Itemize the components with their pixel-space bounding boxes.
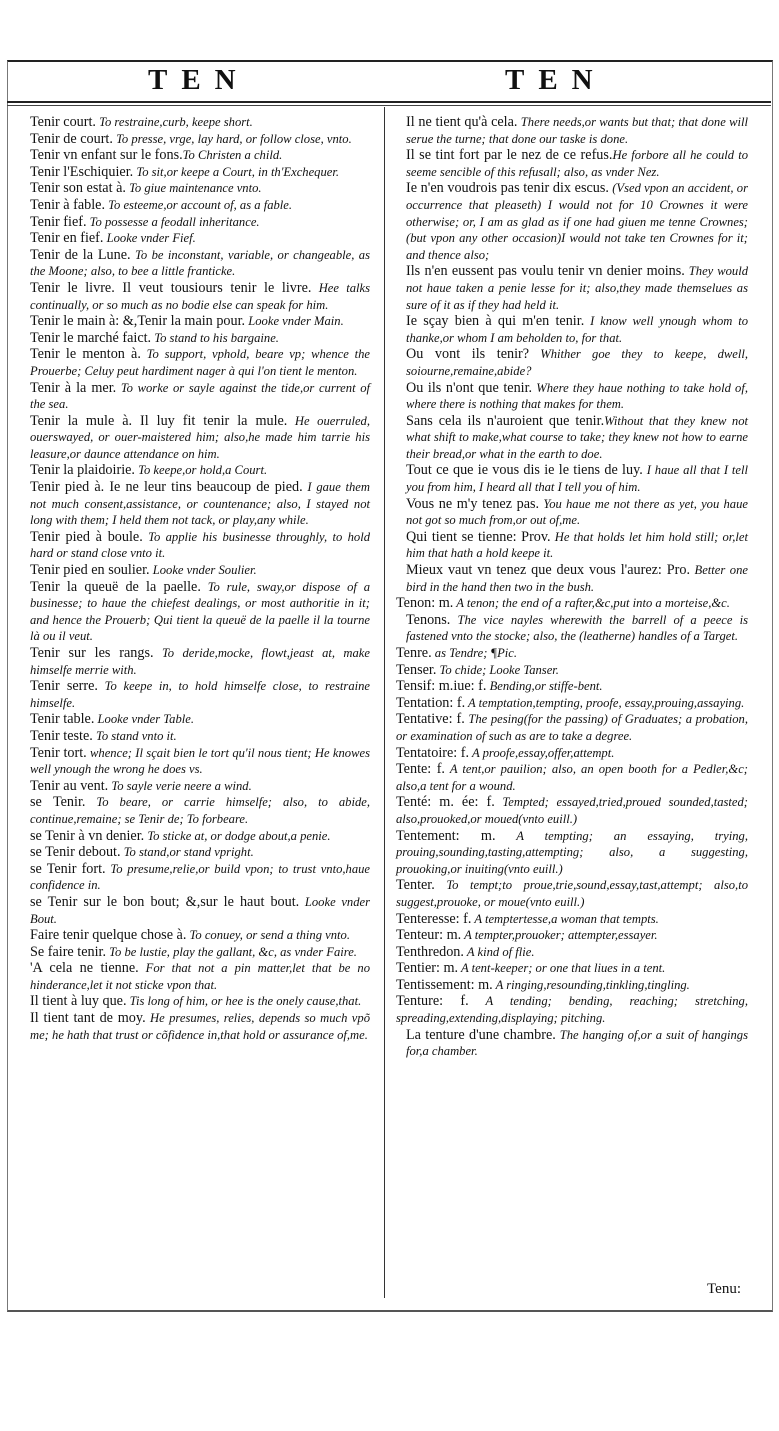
entry-headword: Tentatoire: f. [396, 744, 470, 761]
entry-headword: Tenons. [406, 611, 451, 628]
entry-translation: To presume,relie,or build vpon; to trust vnto,haue confidence in. [30, 861, 370, 893]
dictionary-entry [396, 413, 748, 463]
entry-translation: Where they haue nothing to take hold of, where there is nothing that makes for them. [406, 380, 748, 412]
dictionary-entry [396, 114, 748, 147]
dictionary-entry [30, 711, 370, 728]
dictionary-entry [396, 745, 748, 762]
entry-translation: A proofe,essay,offer,attempt. [469, 745, 615, 760]
entry-headword: Il ne tient qu'à cela. [406, 114, 518, 130]
entry-translation: There needs,or wants but that; that done will serue the turne; that done our taske is done. [406, 115, 748, 146]
entry-headword: Il tient à luy que. [30, 993, 127, 1010]
entry-translation: Better one bird in the hand then two in the bush. [406, 563, 748, 594]
entry-headword: Faire tenir quelque chose à. [30, 927, 187, 944]
entry-headword: Tenir le main à: &,Tenir la main pour. [30, 313, 246, 330]
dictionary-entry [30, 280, 370, 313]
dictionary-entry [396, 380, 748, 413]
entry-translation: The hanging of,or a suit of hangings for,a chamber. [406, 1027, 748, 1059]
entry-headword: Tentier: m. [396, 960, 459, 977]
entry-headword: Il tient tant de moy. [30, 1010, 146, 1027]
entry-translation: I know well ynough whom to thanke,or whom I am beholden to, for that. [406, 314, 748, 345]
entry-headword: Tenté: m. ée: f. [396, 794, 495, 811]
entry-headword: Tenir teste. [30, 727, 93, 744]
entry-translation: To stand vnto it. [92, 728, 177, 743]
dictionary-entry [30, 529, 370, 562]
entry-translation: To sticke at, or dodge about,a penie. [144, 828, 331, 843]
entry-translation: To be inconstant, variable, or changeable, as the Moone; also, to bee a little franticke. [30, 247, 371, 279]
dictionary-entry [396, 877, 748, 910]
entry-translation: To sit,or keepe a Court, in th'Exchequer. [133, 164, 340, 179]
dictionary-entry [396, 911, 748, 928]
dictionary-entry [396, 462, 748, 495]
entry-translation: A tending; bending, reaching; stretching, spreading,extending,displaying; pitching. [396, 994, 748, 1026]
entry-headword: Tenir la queuë de la paelle. [30, 578, 201, 595]
dictionary-entry [30, 346, 370, 379]
dictionary-entry [396, 562, 748, 595]
entry-translation: Looke vnder Fief. [103, 231, 196, 246]
entry-headword: Tenir vn enfant sur le fons. [30, 147, 183, 164]
entry-headword: Ou ils n'ont que tenir. [406, 379, 533, 396]
entry-translation: To be lustie, play the gallant, &c, as vnder Faire. [106, 944, 357, 959]
entry-headword: se Tenir debout. [30, 844, 121, 861]
dictionary-entry [30, 330, 370, 347]
dictionary-entry [30, 960, 370, 993]
left-column [30, 114, 370, 1043]
dictionary-entry [30, 214, 370, 231]
entry-headword: Tenir en fief. [30, 230, 104, 247]
entry-translation: To tempt;to proue,trie,sound,essay,tast,attempt; also,to suggest,prouoke, or moue(vnto euill.) [396, 878, 748, 909]
dictionary-entry [396, 645, 748, 662]
entry-translation: To esteeme,or account of, as a fable. [105, 197, 293, 212]
entry-translation: To conuey, or send a thing vnto. [186, 928, 351, 943]
dictionary-entry [30, 413, 370, 463]
entry-headword: Se faire tenir. [30, 943, 107, 960]
entry-headword: Mieux vaut vn tenez que deux vous l'aurez: Pro. [406, 562, 691, 579]
entry-translation: To support, vphold, beare vp; whence the Prouerbe; Celuy peut hardiment nager à qui l'on tient le menton. [30, 347, 370, 378]
dictionary-entry [30, 828, 370, 845]
entry-headword: Ie sçay bien à qui m'en tenir. [406, 313, 585, 330]
entry-translation: To worke or sayle against the tide,or current of the sea. [30, 380, 370, 412]
entry-headword: Tenir serre. [30, 678, 98, 695]
entry-headword: Tenter. [396, 877, 435, 894]
entry-headword: Tente: f. [396, 761, 445, 778]
entry-translation: He forbore all he could to seeme sencible of this refusall; also, as vnder Nez. [406, 148, 749, 179]
running-head-left: TEN [148, 64, 250, 96]
entry-translation: Bending,or stiffe-bent. [486, 679, 603, 694]
entry-translation: The vice nayles wherewith the barrell of a peece is fastened vnto the stocke; also, the (leatherne) handles of a Target. [406, 612, 748, 644]
dictionary-entry [30, 380, 370, 413]
dictionary-entry [396, 927, 748, 944]
entry-headword: Tenir sur les rangs. [30, 645, 154, 661]
dictionary-entry [396, 595, 748, 612]
entry-translation: A kind of flie. [463, 944, 535, 959]
entry-headword: Tenir de la Lune. [30, 246, 131, 263]
entry-translation: To deride,mocke, flowt,jeast at, make himselfe merrie with. [30, 646, 370, 677]
entry-headword: Tenteresse: f. [396, 910, 472, 927]
entry-translation: Tis long of him, or hee is the onely cause,that. [126, 994, 362, 1009]
dictionary-entry [30, 894, 370, 927]
entry-headword: 'A cela ne tienne. [30, 960, 139, 977]
entry-headword: Tenir table. [30, 711, 95, 728]
entry-translation: A tempter,prouoker; attempter,essayer. [461, 928, 658, 943]
entry-headword: Qui tient se tienne: Prov. [406, 528, 551, 545]
entry-translation: To stand,or stand vpright. [120, 845, 254, 860]
entry-headword: Tenre. [396, 645, 432, 661]
dictionary-entry [30, 197, 370, 214]
entry-translation: To applie his businesse throughly, to hold hard or stand close vnto it. [30, 529, 370, 561]
entry-translation: Hee talks continually, or so much as no bodie else can speak for him. [30, 280, 370, 312]
entry-translation: To sayle verie neere a wind. [108, 778, 252, 793]
entry-translation: The pesing(for the passing) of Graduates; a probation, or examination of such as are to take a degree. [396, 712, 748, 743]
dictionary-entry [396, 612, 748, 645]
entry-translation: He presumes, relies, depends so much vpõ me; he hath that trust or cõfidence in,that hold or assurance of,me. [30, 1011, 370, 1042]
dictionary-entry [396, 263, 748, 313]
dictionary-entry [30, 562, 370, 579]
entry-translation: Without that they knew not what shift to make,what course to take; they knew not how to earne their bread,or what in the earth to doe. [406, 413, 749, 461]
entry-headword: Tenir l'Eschiquier. [30, 163, 134, 180]
dictionary-entry [396, 346, 748, 379]
entry-translation: To giue maintenance vnto. [125, 181, 262, 196]
dictionary-entry [396, 944, 748, 961]
entry-headword: Ils n'en eussent pas voulu tenir vn denier moins. [406, 263, 685, 280]
entry-translation: For that not a pin matter,let that be no hinderance,let it not sticke vpon that. [30, 961, 370, 992]
entry-translation: Looke vnder Main. [245, 314, 344, 329]
dictionary-entry [30, 313, 370, 330]
dictionary-entry [30, 861, 370, 894]
entry-translation: I gaue them not much consent,assistance, or countenance; also, I stayed not long with them; I held them not tack, or play,any while. [30, 480, 370, 528]
entry-headword: se Tenir. [30, 794, 86, 811]
entry-translation: whence; Il sçait bien le tort qu'il nous tient; He knowes well ynough the wrong he does vs. [30, 745, 370, 777]
entry-headword: Tensif: m.iue: f. [396, 678, 487, 695]
entry-headword: Tenon: m. [396, 595, 454, 612]
entry-headword: Tentation: f. [396, 694, 466, 711]
entry-headword: Tenir le menton à. [30, 346, 141, 363]
dictionary-entry [30, 645, 370, 678]
entry-headword: Tenir pied à boule. [30, 528, 143, 545]
dictionary-entry [396, 711, 748, 744]
entry-headword: Tenir au vent. [30, 777, 109, 794]
running-head-right: TEN [505, 64, 607, 96]
header-rule-thin [7, 105, 771, 106]
entry-headword: se Tenir à vn denier. [30, 827, 145, 844]
dictionary-entry [396, 662, 748, 679]
entry-headword: Ou vont ils tenir? [406, 346, 530, 363]
entry-headword: Tenir tort. [30, 744, 87, 761]
entry-translation: To beare, or carrie himselfe; also, to abide, continue,remaine; se Tenir de; To forbeare. [30, 795, 370, 826]
dictionary-entry [396, 761, 748, 794]
entry-headword: Il se tint fort par le nez de ce refus. [406, 147, 613, 164]
entry-translation: To Christen a child. [182, 148, 283, 163]
dictionary-entry [396, 977, 748, 994]
entry-headword: Tenteur: m. [396, 927, 462, 944]
entry-headword: Tenir le marché faict. [30, 329, 152, 346]
entry-headword: Tenir à la mer. [30, 379, 117, 396]
entry-headword: Tenir à fable. [30, 196, 106, 213]
entry-translation: A tent-keeper; or one that liues in a tent. [458, 961, 666, 976]
entry-translation: A temptation,tempting, proofe, essay,prouing,assaying. [465, 695, 745, 710]
entry-translation: (Vsed vpon an accident, or occurrence that pleaseth) I would not for 10 Crownes it were otherwise; or, I am as glad as if one had giuen me tenne Crownes; (but vpon any other occasion)I would not take ten Crownes for it; and thence also; [406, 181, 748, 262]
entry-translation: You haue me not there as yet, you haue not got so much from,or out of,me. [406, 496, 748, 528]
dictionary-entry [396, 695, 748, 712]
dictionary-entry [396, 678, 748, 695]
entry-headword: Tentative: f. [396, 711, 465, 728]
entry-headword: Tentissement: m. [396, 976, 493, 993]
dictionary-entry [30, 993, 370, 1010]
dictionary-entry [396, 993, 748, 1026]
entry-translation: A tent,or pauilion; also, an open booth for a Pedler,&c; also,a tent for a wound. [396, 762, 748, 793]
entry-headword: Tenir court. [30, 114, 96, 130]
header-rule [7, 101, 771, 103]
entry-translation: Tempted; essayed,tried,proued sounded,tasted; also,prouoked,or moued(vnto euill.) [396, 795, 748, 826]
dictionary-entry [30, 164, 370, 181]
entry-translation: I haue all that I tell you from him, I heard all that I tell you of him. [406, 463, 749, 495]
entry-headword: Vous ne m'y tenez pas. [406, 495, 540, 512]
entry-headword: Tenir la mule à. Il luy fit tenir la mule. [30, 412, 288, 429]
right-column [396, 114, 748, 1060]
dictionary-entry [30, 745, 370, 778]
column-divider [384, 107, 385, 1298]
entry-translation: He ouerruled, ouerswayed, or ouer-maistered him; also,he made him tarrie his leasure,or daunce attendance on him. [30, 413, 370, 461]
dictionary-entry [396, 313, 748, 346]
dictionary-entry [30, 944, 370, 961]
entry-translation: He that holds let him hold still; or,let him that hath a hold keepe it. [406, 529, 748, 561]
entry-headword: Sans cela ils n'auroient que tenir. [406, 412, 605, 429]
entry-translation: To presse, vrge, lay hard, or follow close, vnto. [112, 131, 352, 146]
entry-translation: To rule, sway,or dispose of a businesse; to haue the chiefest dealings, or most authoritie in it; and hence the Prouerb; Qui tient la queuë de la paelle il la tourne là ou il veut. [30, 579, 370, 644]
entry-translation: A temptertesse,a woman that tempts. [471, 911, 659, 926]
dictionary-entry [30, 678, 370, 711]
entry-translation: Looke vnder Table. [94, 712, 194, 727]
dictionary-entry [30, 247, 370, 280]
entry-translation: To chide; Looke Tanser. [436, 662, 559, 677]
entry-headword: La tenture d'une chambre. [406, 1026, 556, 1043]
entry-translation: To stand to his bargaine. [151, 330, 279, 345]
entry-headword: Tenir pied à. Ie ne leur tins beaucoup de pied. [30, 479, 303, 496]
dictionary-entry [396, 147, 748, 180]
entry-headword: Tenthredon. [396, 943, 464, 960]
dictionary-entry [30, 479, 370, 529]
entry-headword: Tenir le livre. Il veut tousiours tenir le livre. [30, 279, 312, 296]
entry-translation: as Tendre; ¶Pic. [431, 646, 518, 660]
dictionary-entry [30, 1010, 370, 1043]
dictionary-entry [396, 828, 748, 878]
entry-headword: se Tenir fort. [30, 860, 106, 877]
entry-headword: Tenir son estat à. [30, 180, 126, 197]
dictionary-entry [396, 1027, 748, 1060]
entry-translation: Looke vnder Soulier. [149, 563, 257, 578]
dictionary-entry [30, 114, 370, 131]
dictionary-entry [30, 794, 370, 827]
entry-headword: Tenser. [396, 661, 437, 678]
entry-translation: Looke vnder Bout. [30, 894, 370, 926]
entry-headword: Tenture: f. [396, 993, 469, 1010]
dictionary-entry [396, 529, 748, 562]
entry-headword: Tenir la plaidoirie. [30, 462, 135, 479]
entry-translation: A ringing,resounding,tinkling,tingling. [492, 977, 690, 992]
dictionary-entry [30, 778, 370, 795]
entry-translation: A tenon; the end of a rafter,&c,put into a morteise,&c. [453, 596, 730, 611]
dictionary-entry [30, 927, 370, 944]
dictionary-entry [396, 960, 748, 977]
dictionary-entry [30, 579, 370, 645]
entry-translation: To possesse a feodall inheritance. [86, 214, 260, 229]
entry-translation: They would not haue taken a penie lesse for it; also,they made themselues as sure of it as if they had held it. [406, 264, 748, 312]
catchword: Tenu: [707, 1281, 741, 1297]
dictionary-entry [30, 844, 370, 861]
entry-headword: Tout ce que ie vous dis ie le tiens de luy. [406, 462, 643, 479]
entry-headword: Ie n'en voudrois pas tenir dix escus. [406, 180, 609, 197]
entry-headword: Tenir de court. [30, 130, 113, 147]
entry-headword: Tenir fief. [30, 213, 87, 230]
entry-translation: A tempting; an essaying, trying, prouing,sounding,tasting,attempting; also, a suggesting, prouoking,or inuiting(vnto euill.) [396, 828, 749, 876]
dictionary-entry [30, 147, 370, 164]
dictionary-entry [396, 794, 748, 827]
entry-headword: Tentement: m. [396, 827, 496, 844]
entry-translation: To keepe,or hold,a Court. [134, 463, 268, 478]
dictionary-entry [396, 180, 748, 263]
entry-translation: To restraine,curb, keepe short. [95, 115, 253, 129]
entry-headword: Tenir pied en soulier. [30, 562, 150, 579]
entry-translation: To keepe in, to hold himselfe close, to restraine himselfe. [30, 679, 371, 710]
dictionary-entry [30, 462, 370, 479]
dictionary-entry [30, 728, 370, 745]
dictionary-entry [30, 180, 370, 197]
dictionary-entry [30, 230, 370, 247]
dictionary-entry [396, 496, 748, 529]
entry-headword: se Tenir sur le bon bout; &,sur le haut bout. [30, 893, 300, 910]
entry-translation: Whither goe they to keepe, dwell, soiourne,remaine,abide? [406, 347, 749, 378]
dictionary-entry [30, 131, 370, 148]
